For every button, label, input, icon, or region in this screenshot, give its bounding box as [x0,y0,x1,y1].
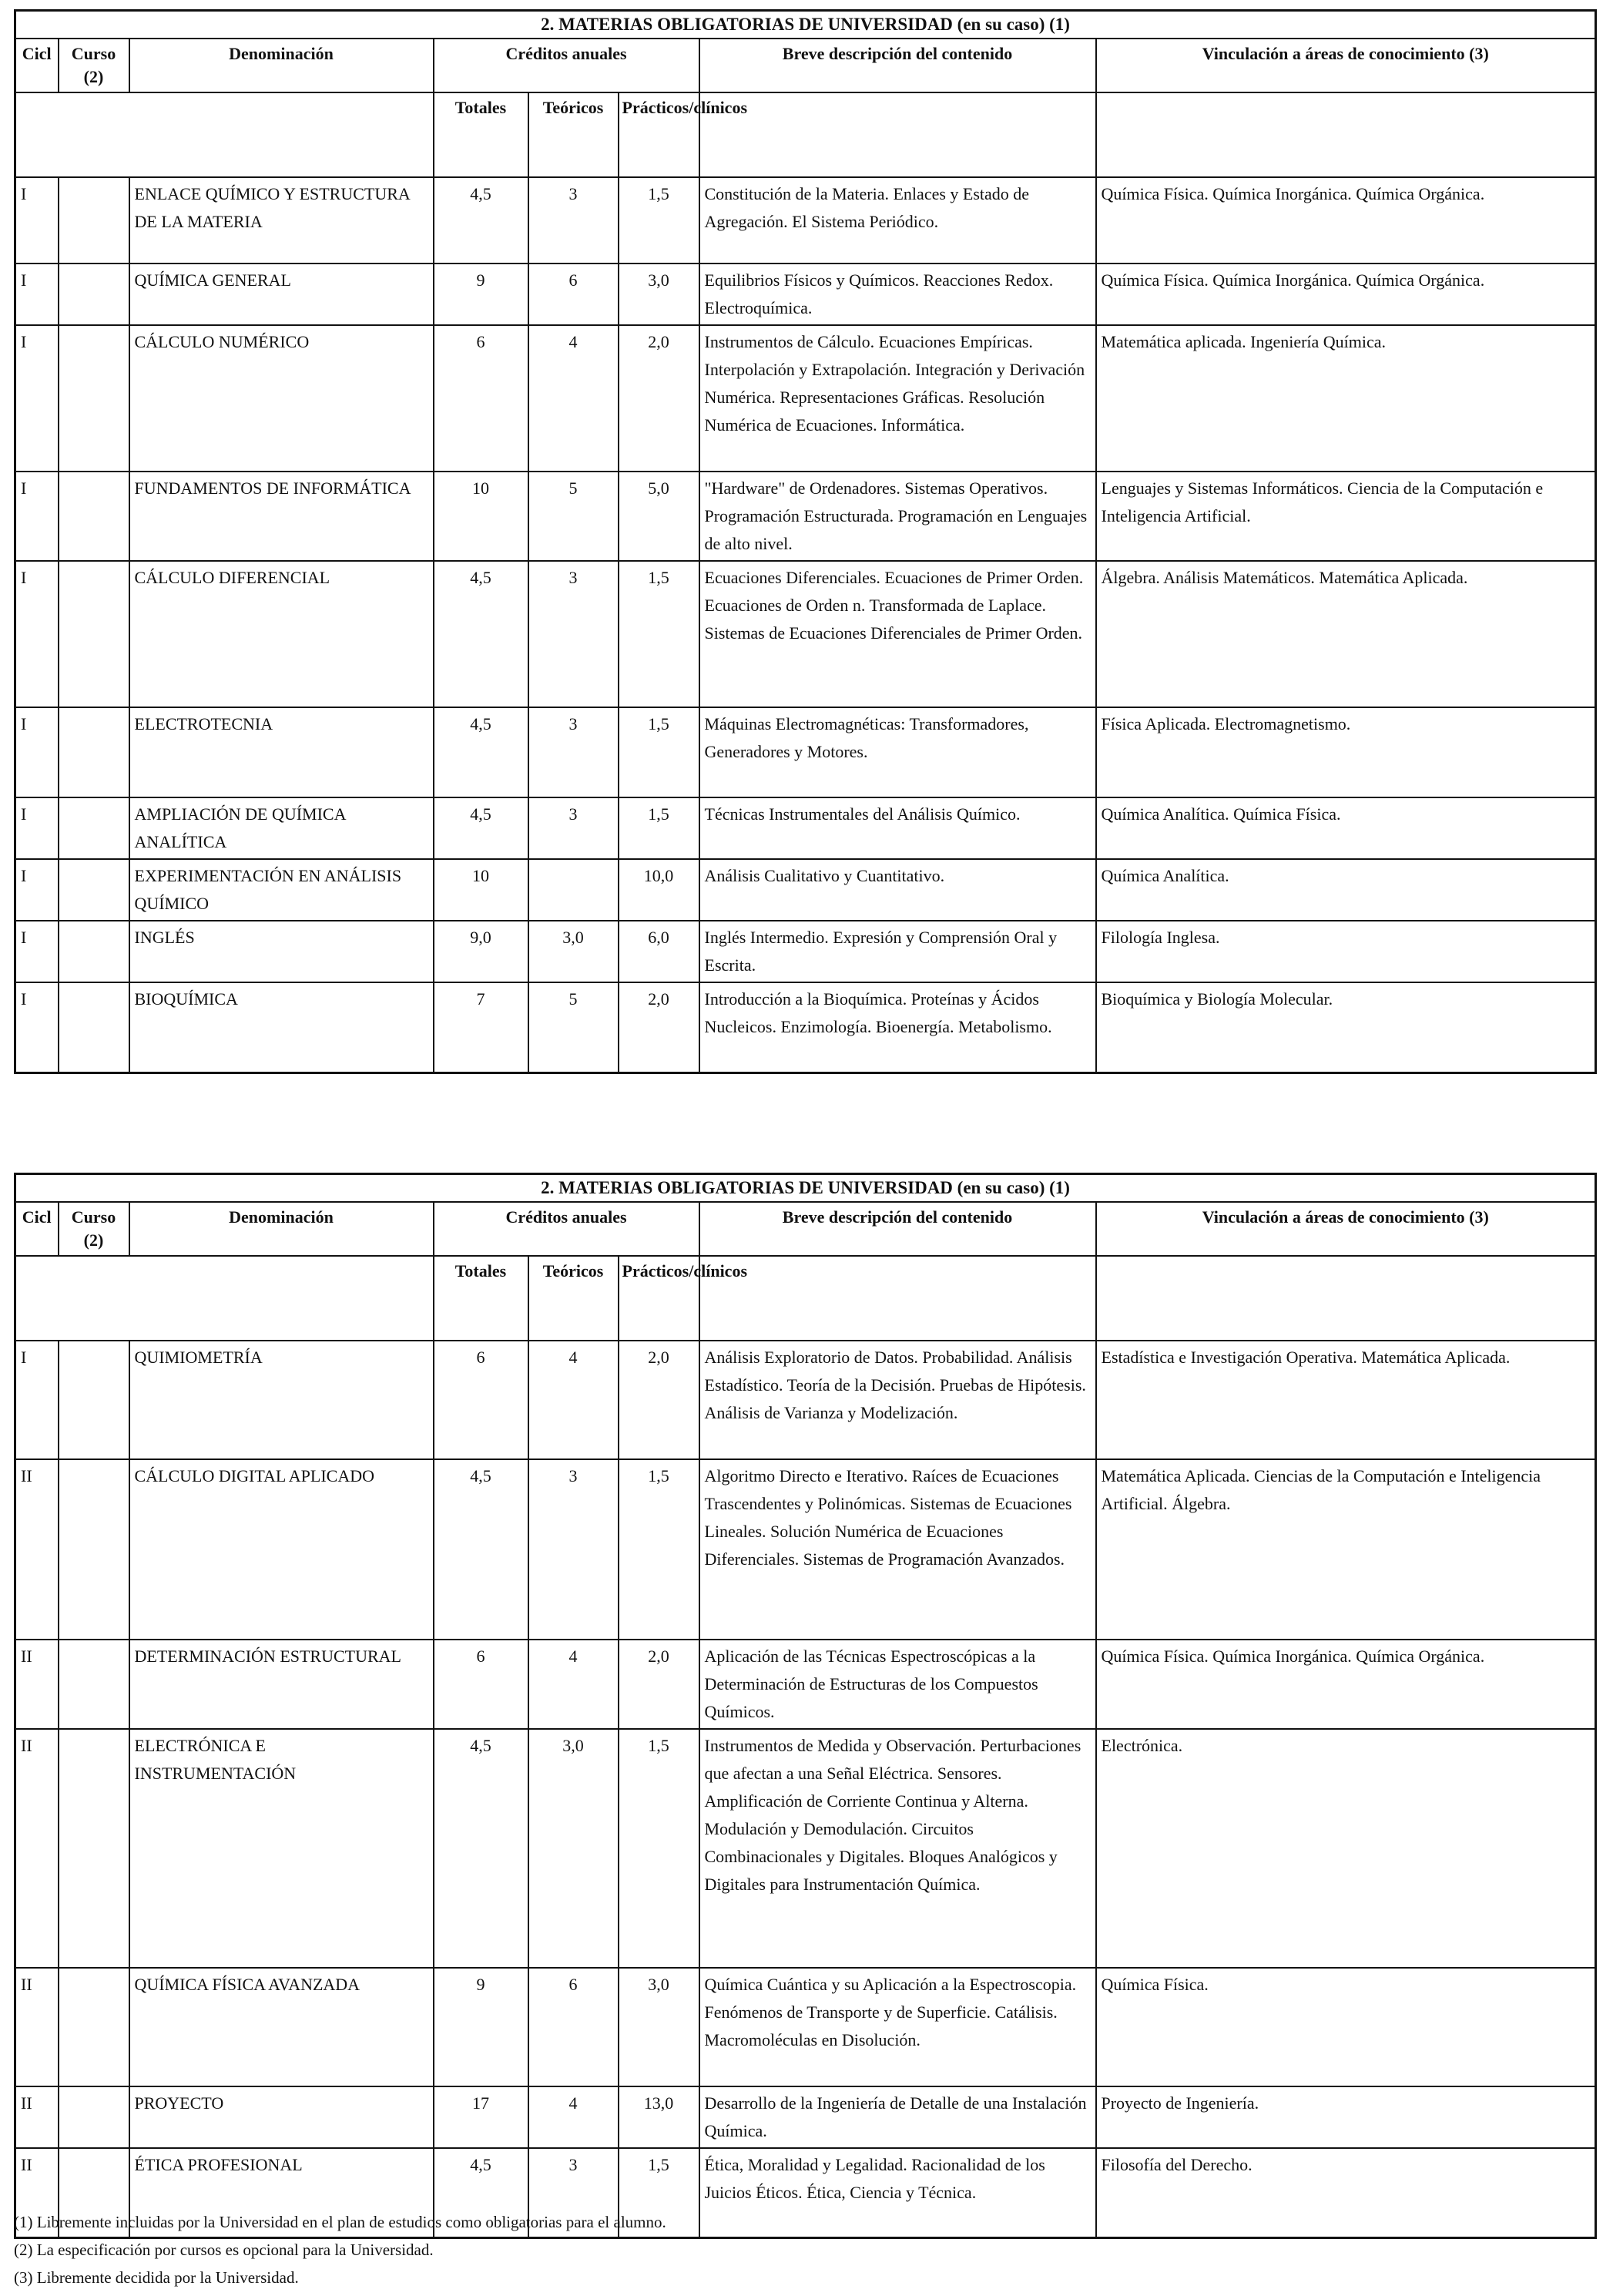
ciclo-cell: II [15,1968,59,2086]
ciclo-cell: I [15,707,59,797]
denominacion-cell: DETERMINACIÓN ESTRUCTURAL [129,1640,434,1729]
curso-cell [59,177,129,264]
denominacion-cell: QUIMIOMETRÍA [129,1341,434,1459]
ciclo-cell: II [15,1729,59,1968]
vinculacion-cell: Filología Inglesa. [1096,921,1596,982]
denominacion-cell: QUÍMICA FÍSICA AVANZADA [129,1968,434,2086]
descripcion-cell: Ecuaciones Diferenciales. Ecuaciones de Primer Orden. Ecuaciones de Orden n. Transformada de Laplace. Sistemas de Ecuaciones Diferenciales de Primer Orden. [699,561,1096,707]
ciclo-cell: I [15,859,59,921]
teoricos-cell: 3 [528,707,619,797]
totales-cell: 10 [434,472,528,561]
denominacion-cell: ELECTROTECNIA [129,707,434,797]
col-practicos-header: Prácticos/clínicos [619,92,699,177]
practicos-cell: 2,0 [619,325,699,472]
curso-cell [59,982,129,1072]
descripcion-cell: Instrumentos de Cálculo. Ecuaciones Empíricas. Interpolación y Extrapolación. Integración y Derivación Numérica. Representaciones Gráficas. Resolución Numérica de Ecuaciones. Informática. [699,325,1096,472]
totales-cell: 6 [434,325,528,472]
subheader-blank [699,1256,1096,1341]
totales-cell: 7 [434,982,528,1072]
table-row [15,859,1596,921]
practicos-cell: 10,0 [619,859,699,921]
vinculacion-cell: Química Física. Química Inorgánica. Química Orgánica. [1096,1640,1596,1729]
col-denominacion-header: Denominación [129,1202,434,1256]
table-row [15,1729,1596,1968]
table-row [15,325,1596,472]
vinculacion-cell: Matemática aplicada. Ingeniería Química. [1096,325,1596,472]
ciclo-cell: I [15,561,59,707]
teoricos-cell: 5 [528,982,619,1072]
descripcion-cell: Aplicación de las Técnicas Espectroscópicas a la Determinación de Estructuras de los Compuestos Químicos. [699,1640,1096,1729]
vinculacion-cell: Estadística e Investigación Operativa. Matemática Aplicada. [1096,1341,1596,1459]
curso-cell [59,325,129,472]
curso-cell [59,1341,129,1459]
teoricos-cell: 5 [528,472,619,561]
descripcion-cell: Desarrollo de la Ingeniería de Detalle de una Instalación Química. [699,2086,1096,2148]
col-totales-header: Totales [434,92,528,177]
descripcion-cell: Algoritmo Directo e Iterativo. Raíces de Ecuaciones Trascendentes y Polinómicas. Sistemas de Ecuaciones Lineales. Solución Numérica de Ecuaciones Diferenciales. Sistemas de Programación Avanzados. [699,1459,1096,1640]
subjects-table-2 [14,1173,1595,2239]
teoricos-cell: 6 [528,1968,619,2086]
ciclo-cell: II [15,1459,59,1640]
denominacion-cell: CÁLCULO NUMÉRICO [129,325,434,472]
col-ciclo-header: Cicl [15,39,59,92]
table-row [15,921,1596,982]
teoricos-cell: 3 [528,177,619,264]
footnote: (1) Libremente incluidas por la Universidad en el plan de estudios como obligatorias para el alumno. [14,2213,666,2231]
denominacion-cell: QUÍMICA GENERAL [129,264,434,325]
totales-cell: 9,0 [434,921,528,982]
col-denominacion-header: Denominación [129,39,434,92]
practicos-cell: 2,0 [619,982,699,1072]
curso-cell [59,797,129,859]
curso-cell [59,859,129,921]
vinculacion-cell: Álgebra. Análisis Matemáticos. Matemática Aplicada. [1096,561,1596,707]
totales-cell: 6 [434,1640,528,1729]
curso-cell [59,1968,129,2086]
table-row [15,1341,1596,1459]
table-title: 2. MATERIAS OBLIGATORIAS DE UNIVERSIDAD (en su caso) (1) [15,11,1596,39]
curso-cell [59,921,129,982]
col-creditos-header: Créditos anuales [434,1202,699,1256]
curso-cell [59,2086,129,2148]
ciclo-cell: II [15,2086,59,2148]
vinculacion-cell: Química Física. [1096,1968,1596,2086]
col-descripcion-header: Breve descripción del contenido [699,39,1096,92]
denominacion-cell: CÁLCULO DIFERENCIAL [129,561,434,707]
practicos-cell: 3,0 [619,1968,699,2086]
totales-cell: 9 [434,264,528,325]
teoricos-cell: 4 [528,2086,619,2148]
practicos-cell: 2,0 [619,1341,699,1459]
totales-cell: 4,5 [434,177,528,264]
totales-cell: 4,5 [434,797,528,859]
denominacion-cell: ELECTRÓNICA E INSTRUMENTACIÓN [129,1729,434,1968]
table-row [15,472,1596,561]
ciclo-cell: I [15,921,59,982]
descripcion-cell: Máquinas Electromagnéticas: Transformadores, Generadores y Motores. [699,707,1096,797]
curso-cell [59,1729,129,1968]
table-row [15,177,1596,264]
denominacion-cell: BIOQUÍMICA [129,982,434,1072]
vinculacion-cell: Proyecto de Ingeniería. [1096,2086,1596,2148]
curso-cell [59,707,129,797]
col-creditos-header: Créditos anuales [434,39,699,92]
denominacion-cell: AMPLIACIÓN DE QUÍMICA ANALÍTICA [129,797,434,859]
practicos-cell: 3,0 [619,264,699,325]
ciclo-cell: I [15,472,59,561]
totales-cell: 4,5 [434,2148,528,2237]
practicos-cell: 6,0 [619,921,699,982]
practicos-cell: 1,5 [619,2148,699,2237]
ciclo-cell: I [15,325,59,472]
descripcion-cell: Constitución de la Materia. Enlaces y Estado de Agregación. El Sistema Periódico. [699,177,1096,264]
totales-cell: 9 [434,1968,528,2086]
subjects-table-1 [14,9,1595,1074]
table-body [15,177,1596,1072]
teoricos-cell: 3 [528,561,619,707]
col-vinculacion-header: Vinculación a áreas de conocimiento (3) [1096,1202,1596,1256]
descripcion-cell: Análisis Cualitativo y Cuantitativo. [699,859,1096,921]
vinculacion-cell: Física Aplicada. Electromagnetismo. [1096,707,1596,797]
subheader-blank [15,1256,434,1341]
vinculacion-cell: Lenguajes y Sistemas Informáticos. Ciencia de la Computación e Inteligencia Artificial. [1096,472,1596,561]
teoricos-cell: 4 [528,325,619,472]
col-curso-header: Curso (2) [59,1202,129,1256]
curso-cell [59,264,129,325]
subheader-blank [1096,92,1596,177]
table-row [15,561,1596,707]
vinculacion-cell: Química Física. Química Inorgánica. Química Orgánica. [1096,264,1596,325]
subheader-blank [15,92,434,177]
table-row [15,707,1596,797]
practicos-cell: 1,5 [619,1729,699,1968]
table-body [15,1341,1596,2237]
vinculacion-cell: Electrónica. [1096,1729,1596,1968]
denominacion-cell: INGLÉS [129,921,434,982]
descripcion-cell: "Hardware" de Ordenadores. Sistemas Operativos. Programación Estructurada. Programación en Lenguajes de alto nivel. [699,472,1096,561]
footnotes [14,2208,1595,2291]
practicos-cell: 1,5 [619,797,699,859]
footnote: (2) La especificación por cursos es opcional para la Universidad. [14,2241,434,2259]
col-ciclo-header: Cicl [15,1202,59,1256]
denominacion-cell: PROYECTO [129,2086,434,2148]
table [14,1173,1597,2239]
ciclo-cell: I [15,177,59,264]
practicos-cell: 13,0 [619,2086,699,2148]
descripcion-cell: Técnicas Instrumentales del Análisis Químico. [699,797,1096,859]
teoricos-cell: 6 [528,264,619,325]
ciclo-cell: I [15,982,59,1072]
practicos-cell: 2,0 [619,1640,699,1729]
descripcion-cell: Instrumentos de Medida y Observación. Perturbaciones que afectan a una Señal Eléctrica. Sensores. Amplificación de Corriente Continua y Alterna. Modulación y Demodulación. Circuitos Combinacionales y Digitales. Bloques Analógicos y Digitales para Instrumentación Química. [699,1729,1096,1968]
totales-cell: 4,5 [434,1729,528,1968]
teoricos-cell: 4 [528,1341,619,1459]
ciclo-cell: II [15,2148,59,2237]
practicos-cell: 1,5 [619,561,699,707]
col-curso-header: Curso (2) [59,39,129,92]
practicos-cell: 1,5 [619,707,699,797]
totales-cell: 17 [434,2086,528,2148]
ciclo-cell: I [15,1341,59,1459]
teoricos-cell: 4 [528,1640,619,1729]
teoricos-cell: 3 [528,797,619,859]
curso-cell [59,1640,129,1729]
col-totales-header: Totales [434,1256,528,1341]
vinculacion-cell: Bioquímica y Biología Molecular. [1096,982,1596,1072]
descripcion-cell: Ética, Moralidad y Legalidad. Racionalidad de los Juicios Éticos. Ética, Ciencia y Técnica. [699,2148,1096,2237]
subheader-blank [699,92,1096,177]
col-vinculacion-header: Vinculación a áreas de conocimiento (3) [1096,39,1596,92]
col-practicos-header: Prácticos/clínicos [619,1256,699,1341]
descripcion-cell: Análisis Exploratorio de Datos. Probabilidad. Análisis Estadístico. Teoría de la Decisión. Pruebas de Hipótesis. Análisis de Varianza y Modelización. [699,1341,1096,1459]
ciclo-cell: II [15,1640,59,1729]
table-row [15,264,1596,325]
teoricos-cell: 3,0 [528,1729,619,1968]
practicos-cell: 1,5 [619,1459,699,1640]
table-row [15,1968,1596,2086]
table-row [15,1459,1596,1640]
table [14,9,1597,1074]
denominacion-cell: CÁLCULO DIGITAL APLICADO [129,1459,434,1640]
vinculacion-cell: Matemática Aplicada. Ciencias de la Computación e Inteligencia Artificial. Álgebra. [1096,1459,1596,1640]
vinculacion-cell: Química Física. Química Inorgánica. Química Orgánica. [1096,177,1596,264]
vinculacion-cell: Química Analítica. [1096,859,1596,921]
teoricos-cell: 3 [528,2148,619,2237]
curso-cell [59,561,129,707]
teoricos-cell: 3 [528,1459,619,1640]
descripcion-cell: Química Cuántica y su Aplicación a la Espectroscopia. Fenómenos de Transporte y de Superficie. Catálisis. Macromoléculas en Disolución. [699,1968,1096,2086]
descripcion-cell: Equilibrios Físicos y Químicos. Reacciones Redox. Electroquímica. [699,264,1096,325]
footnote: (3) Libremente decidida por la Universidad. [14,2268,299,2287]
curso-cell [59,1459,129,1640]
teoricos-cell [528,859,619,921]
table-row [15,1640,1596,1729]
table-row [15,2086,1596,2148]
practicos-cell: 1,5 [619,177,699,264]
table-title: 2. MATERIAS OBLIGATORIAS DE UNIVERSIDAD (en su caso) (1) [15,1174,1596,1203]
totales-cell: 10 [434,859,528,921]
denominacion-cell: EXPERIMENTACIÓN EN ANÁLISIS QUÍMICO [129,859,434,921]
totales-cell: 4,5 [434,561,528,707]
descripcion-cell: Introducción a la Bioquímica. Proteínas y Ácidos Nucleicos. Enzimología. Bioenergía. Metabolismo. [699,982,1096,1072]
table-row [15,982,1596,1072]
denominacion-cell: FUNDAMENTOS DE INFORMÁTICA [129,472,434,561]
practicos-cell: 5,0 [619,472,699,561]
totales-cell: 4,5 [434,707,528,797]
ciclo-cell: I [15,264,59,325]
vinculacion-cell: Química Analítica. Química Física. [1096,797,1596,859]
totales-cell: 4,5 [434,1459,528,1640]
denominacion-cell: ENLACE QUÍMICO Y ESTRUCTURA DE LA MATERIA [129,177,434,264]
curso-cell [59,472,129,561]
teoricos-cell: 3,0 [528,921,619,982]
subheader-blank [1096,1256,1596,1341]
totales-cell: 6 [434,1341,528,1459]
col-teoricos-header: Teóricos [528,1256,619,1341]
denominacion-cell: ÉTICA PROFESIONAL [129,2148,434,2237]
col-teoricos-header: Teóricos [528,92,619,177]
ciclo-cell: I [15,797,59,859]
col-descripcion-header: Breve descripción del contenido [699,1202,1096,1256]
vinculacion-cell: Filosofía del Derecho. [1096,2148,1596,2237]
table-row [15,797,1596,859]
descripcion-cell: Inglés Intermedio. Expresión y Comprensión Oral y Escrita. [699,921,1096,982]
